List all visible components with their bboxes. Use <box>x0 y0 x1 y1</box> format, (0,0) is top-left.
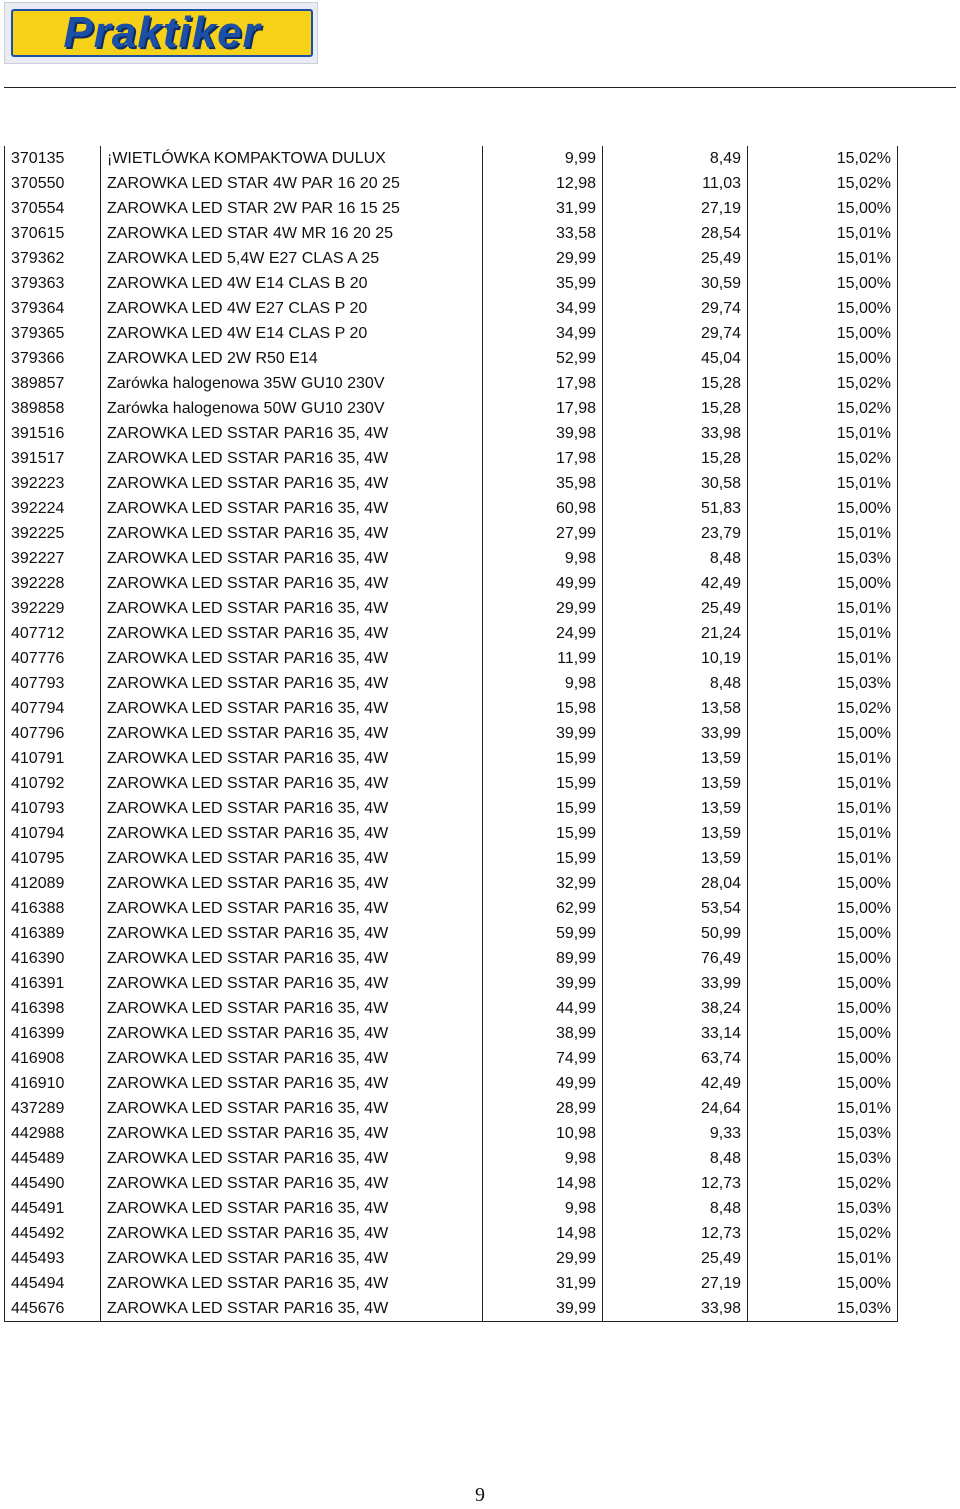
product-name-cell: ZAROWKA LED SSTAR PAR16 35, 4W <box>101 1096 483 1121</box>
price-cell: 24,99 <box>483 621 603 646</box>
table-row <box>5 1171 898 1196</box>
price-cell: 17,98 <box>483 446 603 471</box>
price-cell: 29,99 <box>483 596 603 621</box>
discounted-price-cell: 30,59 <box>603 271 748 296</box>
product-name-cell: ZAROWKA LED SSTAR PAR16 35, 4W <box>101 646 483 671</box>
table-row <box>5 271 898 296</box>
discounted-price-cell: 33,99 <box>603 971 748 996</box>
product-name-cell: ZAROWKA LED SSTAR PAR16 35, 4W <box>101 1046 483 1071</box>
product-name-cell: ZAROWKA LED SSTAR PAR16 35, 4W <box>101 846 483 871</box>
product-name-cell: ZAROWKA LED 2W R50 E14 <box>101 346 483 371</box>
product-name-cell: ZAROWKA LED SSTAR PAR16 35, 4W <box>101 721 483 746</box>
table-row <box>5 421 898 446</box>
table-row <box>5 1046 898 1071</box>
price-cell: 31,99 <box>483 196 603 221</box>
product-name-cell: ZAROWKA LED SSTAR PAR16 35, 4W <box>101 1121 483 1146</box>
discount-percent-cell: 15,01% <box>748 846 898 871</box>
table-row <box>5 496 898 521</box>
table-row <box>5 171 898 196</box>
table-row <box>5 446 898 471</box>
discounted-price-cell: 27,19 <box>603 1271 748 1296</box>
praktiker-logo <box>4 2 318 64</box>
discounted-price-cell: 8,48 <box>603 1196 748 1221</box>
discounted-price-cell: 11,03 <box>603 171 748 196</box>
discounted-price-cell: 9,33 <box>603 1121 748 1146</box>
discounted-price-cell: 63,74 <box>603 1046 748 1071</box>
product-code-cell: 437289 <box>5 1096 101 1121</box>
product-code-cell: 416391 <box>5 971 101 996</box>
discount-percent-cell: 15,03% <box>748 1121 898 1146</box>
table-row <box>5 971 898 996</box>
discount-percent-cell: 15,00% <box>748 996 898 1021</box>
price-cell: 33,58 <box>483 221 603 246</box>
table-row <box>5 1221 898 1246</box>
product-code-cell: 410792 <box>5 771 101 796</box>
table-row <box>5 571 898 596</box>
product-code-cell: 392225 <box>5 521 101 546</box>
discount-percent-cell: 15,02% <box>748 1171 898 1196</box>
discounted-price-cell: 25,49 <box>603 246 748 271</box>
product-code-cell: 445493 <box>5 1246 101 1271</box>
table-row <box>5 1246 898 1271</box>
discounted-price-cell: 8,48 <box>603 546 748 571</box>
price-cell: 35,99 <box>483 271 603 296</box>
discount-percent-cell: 15,00% <box>748 496 898 521</box>
table-row <box>5 246 898 271</box>
table-row <box>5 1271 898 1296</box>
discounted-price-cell: 25,49 <box>603 596 748 621</box>
table-row <box>5 296 898 321</box>
product-name-cell: ZAROWKA LED SSTAR PAR16 35, 4W <box>101 621 483 646</box>
discounted-price-cell: 15,28 <box>603 396 748 421</box>
product-name-cell: ZAROWKA LED SSTAR PAR16 35, 4W <box>101 1221 483 1246</box>
price-cell: 34,99 <box>483 321 603 346</box>
table-row <box>5 1071 898 1096</box>
product-code-cell: 392229 <box>5 596 101 621</box>
discount-percent-cell: 15,01% <box>748 746 898 771</box>
discounted-price-cell: 28,54 <box>603 221 748 246</box>
table-row <box>5 996 898 1021</box>
table-row <box>5 796 898 821</box>
price-cell: 9,99 <box>483 146 603 171</box>
discounted-price-cell: 38,24 <box>603 996 748 1021</box>
discount-percent-cell: 15,00% <box>748 271 898 296</box>
price-cell: 74,99 <box>483 1046 603 1071</box>
logo-text: Praktiker <box>63 8 261 57</box>
table-row <box>5 221 898 246</box>
product-name-cell: ZAROWKA LED SSTAR PAR16 35, 4W <box>101 871 483 896</box>
discounted-price-cell: 13,59 <box>603 771 748 796</box>
product-code-cell: 379365 <box>5 321 101 346</box>
price-cell: 29,99 <box>483 246 603 271</box>
discount-percent-cell: 15,03% <box>748 1296 898 1322</box>
discount-percent-cell: 15,00% <box>748 721 898 746</box>
product-name-cell: ZAROWKA LED SSTAR PAR16 35, 4W <box>101 521 483 546</box>
price-cell: 27,99 <box>483 521 603 546</box>
product-code-cell: 391517 <box>5 446 101 471</box>
product-name-cell: ZAROWKA LED SSTAR PAR16 35, 4W <box>101 1271 483 1296</box>
product-name-cell: ZAROWKA LED SSTAR PAR16 35, 4W <box>101 696 483 721</box>
product-code-cell: 407712 <box>5 621 101 646</box>
table-row <box>5 621 898 646</box>
discounted-price-cell: 21,24 <box>603 621 748 646</box>
price-cell: 29,99 <box>483 1246 603 1271</box>
table-row <box>5 321 898 346</box>
product-name-cell: ZAROWKA LED SSTAR PAR16 35, 4W <box>101 671 483 696</box>
table-row <box>5 1096 898 1121</box>
price-cell: 39,99 <box>483 971 603 996</box>
product-name-cell: ZAROWKA LED SSTAR PAR16 35, 4W <box>101 496 483 521</box>
discount-percent-cell: 15,01% <box>748 1246 898 1271</box>
discount-percent-cell: 15,01% <box>748 646 898 671</box>
discount-percent-cell: 15,00% <box>748 921 898 946</box>
discount-percent-cell: 15,02% <box>748 1221 898 1246</box>
price-cell: 39,99 <box>483 721 603 746</box>
price-cell: 9,98 <box>483 546 603 571</box>
discount-percent-cell: 15,01% <box>748 1096 898 1121</box>
product-price-table <box>4 146 898 1322</box>
price-cell: 15,99 <box>483 821 603 846</box>
product-code-cell: 389857 <box>5 371 101 396</box>
discounted-price-cell: 33,98 <box>603 1296 748 1322</box>
logo-badge <box>11 9 313 57</box>
table-row <box>5 346 898 371</box>
table-row <box>5 196 898 221</box>
price-cell: 14,98 <box>483 1221 603 1246</box>
discounted-price-cell: 13,59 <box>603 796 748 821</box>
discounted-price-cell: 23,79 <box>603 521 748 546</box>
product-code-cell: 407776 <box>5 646 101 671</box>
discount-percent-cell: 15,01% <box>748 796 898 821</box>
product-name-cell: ZAROWKA LED SSTAR PAR16 35, 4W <box>101 546 483 571</box>
table-row <box>5 396 898 421</box>
product-code-cell: 392228 <box>5 571 101 596</box>
product-name-cell: ZAROWKA LED SSTAR PAR16 35, 4W <box>101 1196 483 1221</box>
table-row <box>5 771 898 796</box>
price-cell: 10,98 <box>483 1121 603 1146</box>
table-row <box>5 546 898 571</box>
price-cell: 52,99 <box>483 346 603 371</box>
price-cell: 35,98 <box>483 471 603 496</box>
discount-percent-cell: 15,00% <box>748 571 898 596</box>
price-cell: 89,99 <box>483 946 603 971</box>
product-code-cell: 391516 <box>5 421 101 446</box>
product-code-cell: 407793 <box>5 671 101 696</box>
discounted-price-cell: 13,59 <box>603 846 748 871</box>
product-code-cell: 407796 <box>5 721 101 746</box>
product-name-cell: ZAROWKA LED 5,4W E27 CLAS A 25 <box>101 246 483 271</box>
discount-percent-cell: 15,01% <box>748 246 898 271</box>
table-row <box>5 721 898 746</box>
discount-percent-cell: 15,00% <box>748 346 898 371</box>
table-row <box>5 1196 898 1221</box>
table-row <box>5 896 898 921</box>
price-cell: 9,98 <box>483 671 603 696</box>
product-name-cell: ZAROWKA LED SSTAR PAR16 35, 4W <box>101 1146 483 1171</box>
product-code-cell: 416389 <box>5 921 101 946</box>
discounted-price-cell: 42,49 <box>603 571 748 596</box>
discounted-price-cell: 29,74 <box>603 321 748 346</box>
header-divider <box>4 87 956 88</box>
price-cell: 59,99 <box>483 921 603 946</box>
product-code-cell: 407794 <box>5 696 101 721</box>
table-row <box>5 146 898 171</box>
price-cell: 14,98 <box>483 1171 603 1196</box>
product-code-cell: 416390 <box>5 946 101 971</box>
product-name-cell: ZAROWKA LED SSTAR PAR16 35, 4W <box>101 471 483 496</box>
discount-percent-cell: 15,00% <box>748 1071 898 1096</box>
table-row <box>5 746 898 771</box>
discount-percent-cell: 15,02% <box>748 146 898 171</box>
product-name-cell: ZAROWKA LED SSTAR PAR16 35, 4W <box>101 1296 483 1322</box>
product-code-cell: 379364 <box>5 296 101 321</box>
product-name-cell: ZAROWKA LED 4W E14 CLAS P 20 <box>101 321 483 346</box>
discount-percent-cell: 15,00% <box>748 196 898 221</box>
price-cell: 11,99 <box>483 646 603 671</box>
product-code-cell: 416908 <box>5 1046 101 1071</box>
discounted-price-cell: 28,04 <box>603 871 748 896</box>
product-name-cell: ZAROWKA LED SSTAR PAR16 35, 4W <box>101 596 483 621</box>
product-name-cell: ¡WIETLÓWKA KOMPAKTOWA DULUX <box>101 146 483 171</box>
discount-percent-cell: 15,02% <box>748 396 898 421</box>
table-row <box>5 821 898 846</box>
product-code-cell: 412089 <box>5 871 101 896</box>
discount-percent-cell: 15,00% <box>748 871 898 896</box>
discount-percent-cell: 15,01% <box>748 821 898 846</box>
product-name-cell: ZAROWKA LED SSTAR PAR16 35, 4W <box>101 746 483 771</box>
table-row <box>5 596 898 621</box>
price-cell: 39,98 <box>483 421 603 446</box>
discounted-price-cell: 42,49 <box>603 1071 748 1096</box>
price-cell: 15,99 <box>483 846 603 871</box>
product-code-cell: 416399 <box>5 1021 101 1046</box>
discount-percent-cell: 15,03% <box>748 671 898 696</box>
product-name-cell: ZAROWKA LED SSTAR PAR16 35, 4W <box>101 796 483 821</box>
discount-percent-cell: 15,00% <box>748 971 898 996</box>
product-code-cell: 410793 <box>5 796 101 821</box>
discounted-price-cell: 12,73 <box>603 1221 748 1246</box>
product-code-cell: 379366 <box>5 346 101 371</box>
price-cell: 49,99 <box>483 571 603 596</box>
product-code-cell: 370135 <box>5 146 101 171</box>
table-row <box>5 371 898 396</box>
table-row <box>5 946 898 971</box>
table-row <box>5 471 898 496</box>
discounted-price-cell: 33,98 <box>603 421 748 446</box>
product-name-cell: Zarówka halogenowa 35W GU10 230V <box>101 371 483 396</box>
discount-percent-cell: 15,02% <box>748 171 898 196</box>
discounted-price-cell: 12,73 <box>603 1171 748 1196</box>
discount-percent-cell: 15,01% <box>748 471 898 496</box>
discount-percent-cell: 15,01% <box>748 521 898 546</box>
product-code-cell: 410794 <box>5 821 101 846</box>
discounted-price-cell: 51,83 <box>603 496 748 521</box>
table-row <box>5 521 898 546</box>
product-name-cell: ZAROWKA LED 4W E14 CLAS B 20 <box>101 271 483 296</box>
price-cell: 44,99 <box>483 996 603 1021</box>
product-name-cell: ZAROWKA LED STAR 2W PAR 16 15 25 <box>101 196 483 221</box>
discount-percent-cell: 15,01% <box>748 771 898 796</box>
discounted-price-cell: 53,54 <box>603 896 748 921</box>
product-name-cell: ZAROWKA LED 4W E27 CLAS P 20 <box>101 296 483 321</box>
discount-percent-cell: 15,02% <box>748 371 898 396</box>
discounted-price-cell: 25,49 <box>603 1246 748 1271</box>
product-code-cell: 445489 <box>5 1146 101 1171</box>
price-cell: 28,99 <box>483 1096 603 1121</box>
discounted-price-cell: 45,04 <box>603 346 748 371</box>
price-cell: 17,98 <box>483 371 603 396</box>
product-rows <box>5 146 898 1322</box>
discounted-price-cell: 10,19 <box>603 646 748 671</box>
price-cell: 17,98 <box>483 396 603 421</box>
discounted-price-cell: 76,49 <box>603 946 748 971</box>
product-name-cell: ZAROWKA LED SSTAR PAR16 35, 4W <box>101 1071 483 1096</box>
table-row <box>5 871 898 896</box>
product-name-cell: ZAROWKA LED SSTAR PAR16 35, 4W <box>101 971 483 996</box>
product-code-cell: 389858 <box>5 396 101 421</box>
discount-percent-cell: 15,00% <box>748 896 898 921</box>
product-name-cell: ZAROWKA LED SSTAR PAR16 35, 4W <box>101 821 483 846</box>
discount-percent-cell: 15,03% <box>748 1196 898 1221</box>
product-code-cell: 416398 <box>5 996 101 1021</box>
price-cell: 9,98 <box>483 1196 603 1221</box>
product-name-cell: ZAROWKA LED SSTAR PAR16 35, 4W <box>101 571 483 596</box>
table-row <box>5 846 898 871</box>
price-cell: 15,99 <box>483 771 603 796</box>
price-cell: 12,98 <box>483 171 603 196</box>
discount-percent-cell: 15,00% <box>748 296 898 321</box>
product-code-cell: 445492 <box>5 1221 101 1246</box>
product-name-cell: ZAROWKA LED SSTAR PAR16 35, 4W <box>101 996 483 1021</box>
discount-percent-cell: 15,00% <box>748 321 898 346</box>
discounted-price-cell: 50,99 <box>603 921 748 946</box>
price-cell: 15,99 <box>483 796 603 821</box>
product-name-cell: ZAROWKA LED SSTAR PAR16 35, 4W <box>101 921 483 946</box>
discounted-price-cell: 8,48 <box>603 1146 748 1171</box>
discount-percent-cell: 15,01% <box>748 421 898 446</box>
discounted-price-cell: 30,58 <box>603 471 748 496</box>
discount-percent-cell: 15,03% <box>748 1146 898 1171</box>
discounted-price-cell: 8,49 <box>603 146 748 171</box>
product-code-cell: 416910 <box>5 1071 101 1096</box>
product-name-cell: ZAROWKA LED STAR 4W MR 16 20 25 <box>101 221 483 246</box>
product-code-cell: 442988 <box>5 1121 101 1146</box>
product-code-cell: 379363 <box>5 271 101 296</box>
discount-percent-cell: 15,01% <box>748 621 898 646</box>
discount-percent-cell: 15,02% <box>748 446 898 471</box>
discount-percent-cell: 15,03% <box>748 546 898 571</box>
product-code-cell: 410795 <box>5 846 101 871</box>
price-cell: 38,99 <box>483 1021 603 1046</box>
product-code-cell: 392224 <box>5 496 101 521</box>
product-code-cell: 410791 <box>5 746 101 771</box>
price-cell: 39,99 <box>483 1296 603 1322</box>
product-name-cell: ZAROWKA LED SSTAR PAR16 35, 4W <box>101 446 483 471</box>
product-code-cell: 445494 <box>5 1271 101 1296</box>
discounted-price-cell: 8,48 <box>603 671 748 696</box>
table-row <box>5 921 898 946</box>
product-name-cell: ZAROWKA LED SSTAR PAR16 35, 4W <box>101 421 483 446</box>
product-code-cell: 445491 <box>5 1196 101 1221</box>
table-row <box>5 1296 898 1322</box>
product-code-cell: 416388 <box>5 896 101 921</box>
discount-percent-cell: 15,02% <box>748 696 898 721</box>
price-cell: 15,99 <box>483 746 603 771</box>
table-row <box>5 671 898 696</box>
product-name-cell: ZAROWKA LED SSTAR PAR16 35, 4W <box>101 1021 483 1046</box>
price-cell: 9,98 <box>483 1146 603 1171</box>
price-cell: 62,99 <box>483 896 603 921</box>
discounted-price-cell: 15,28 <box>603 446 748 471</box>
product-name-cell: ZAROWKA LED SSTAR PAR16 35, 4W <box>101 1171 483 1196</box>
table-row <box>5 1121 898 1146</box>
discount-percent-cell: 15,01% <box>748 596 898 621</box>
product-name-cell: ZAROWKA LED SSTAR PAR16 35, 4W <box>101 946 483 971</box>
discount-percent-cell: 15,00% <box>748 946 898 971</box>
discount-percent-cell: 15,01% <box>748 221 898 246</box>
price-cell: 31,99 <box>483 1271 603 1296</box>
discounted-price-cell: 29,74 <box>603 296 748 321</box>
discounted-price-cell: 15,28 <box>603 371 748 396</box>
product-code-cell: 370615 <box>5 221 101 246</box>
product-name-cell: ZAROWKA LED STAR 4W PAR 16 20 25 <box>101 171 483 196</box>
table-row <box>5 646 898 671</box>
price-cell: 15,98 <box>483 696 603 721</box>
page-number: 9 <box>475 1484 485 1506</box>
product-code-cell: 445676 <box>5 1296 101 1322</box>
discounted-price-cell: 24,64 <box>603 1096 748 1121</box>
table-row <box>5 1021 898 1046</box>
discounted-price-cell: 13,58 <box>603 696 748 721</box>
product-name-cell: Zarówka halogenowa 50W GU10 230V <box>101 396 483 421</box>
product-name-cell: ZAROWKA LED SSTAR PAR16 35, 4W <box>101 771 483 796</box>
table-row <box>5 1146 898 1171</box>
discounted-price-cell: 13,59 <box>603 746 748 771</box>
product-code-cell: 379362 <box>5 246 101 271</box>
discounted-price-cell: 27,19 <box>603 196 748 221</box>
price-cell: 60,98 <box>483 496 603 521</box>
price-cell: 32,99 <box>483 871 603 896</box>
product-code-cell: 445490 <box>5 1171 101 1196</box>
discounted-price-cell: 13,59 <box>603 821 748 846</box>
price-cell: 34,99 <box>483 296 603 321</box>
product-code-cell: 392227 <box>5 546 101 571</box>
discount-percent-cell: 15,00% <box>748 1046 898 1071</box>
discount-percent-cell: 15,00% <box>748 1021 898 1046</box>
product-code-cell: 392223 <box>5 471 101 496</box>
price-cell: 49,99 <box>483 1071 603 1096</box>
product-name-cell: ZAROWKA LED SSTAR PAR16 35, 4W <box>101 1246 483 1271</box>
discount-percent-cell: 15,00% <box>748 1271 898 1296</box>
discounted-price-cell: 33,14 <box>603 1021 748 1046</box>
product-code-cell: 370550 <box>5 171 101 196</box>
table-row <box>5 696 898 721</box>
product-code-cell: 370554 <box>5 196 101 221</box>
discounted-price-cell: 33,99 <box>603 721 748 746</box>
product-name-cell: ZAROWKA LED SSTAR PAR16 35, 4W <box>101 896 483 921</box>
